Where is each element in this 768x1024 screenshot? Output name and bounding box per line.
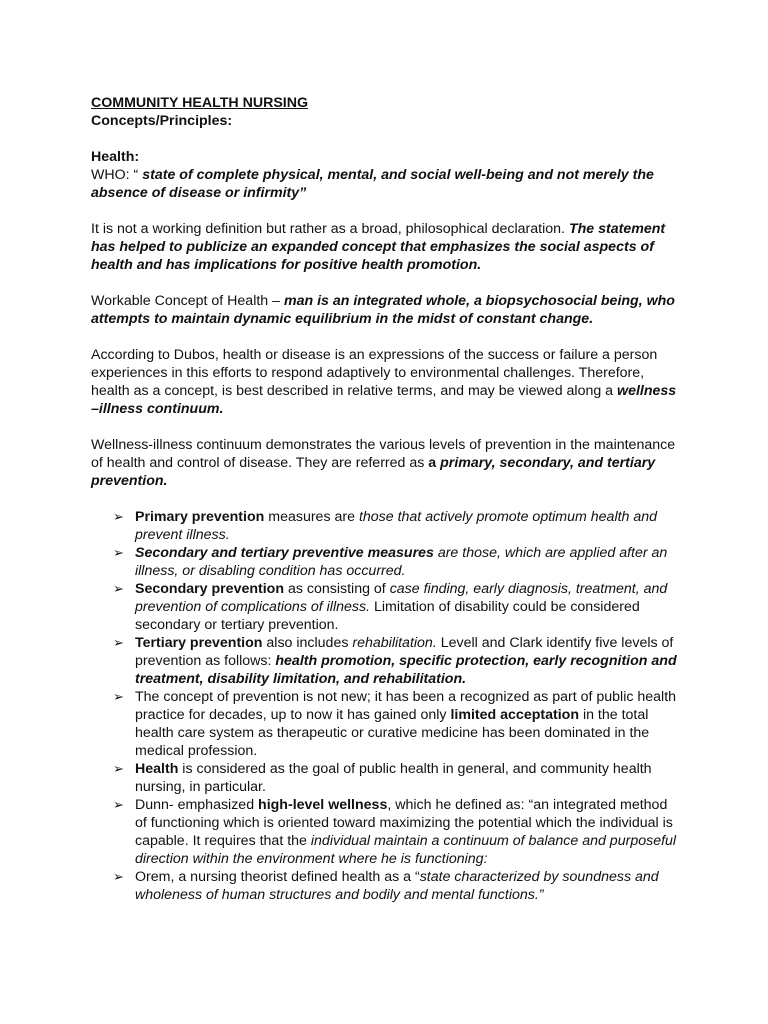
- arrow-bullet-icon: ➢: [113, 869, 124, 884]
- paragraph-text: It is not a working definition but rather as a broad, philosophical declaration.: [91, 221, 569, 237]
- health-heading: Health:: [91, 149, 140, 165]
- list-item: [91, 688, 681, 760]
- paragraph-text: According to Dubos, health or disease is an expressions of the success or failure a person experiences in this efforts to respond adaptively to environmental challenges. Therefore, health as a concept, is best described in relative terms, and may be viewed along a: [91, 347, 658, 399]
- list-item: [91, 580, 681, 634]
- paragraph-text: Wellness-illness continuum demonstrates the various levels of prevention in the maintenance of health and control of disease. They are referred as: [91, 437, 676, 471]
- health-section: [91, 148, 681, 202]
- paragraph-emphasis: The statement has helped to publicize an expanded concept that emphasizes the social aspects of health and has implications for positive health promotion.: [91, 221, 666, 273]
- bullet-text: also includes: [262, 635, 353, 651]
- arrow-bullet-icon: ➢: [113, 635, 124, 650]
- bullet-term: Health: [135, 761, 179, 777]
- list-item: [91, 634, 681, 688]
- bullet-text: The concept of prevention is not new; it has been a recognized as part of public health practice for decades, up to now it has gained only: [135, 689, 677, 723]
- document-body: [91, 94, 681, 904]
- arrow-bullet-icon: ➢: [113, 509, 124, 524]
- document-title: COMMUNITY HEALTH NURSING: [91, 95, 309, 111]
- bullet-text: is considered as the goal of public health in general, and community health nursing, in particular.: [135, 761, 652, 795]
- paragraph-emphasis: primary, secondary, and tertiary prevention.: [91, 455, 656, 489]
- bullet-italic: rehabilitation.: [352, 635, 437, 651]
- who-prefix: WHO: “: [91, 167, 143, 183]
- paragraph-dubos: [91, 346, 681, 418]
- prevention-bullet-list: [91, 508, 681, 904]
- list-item: [91, 544, 681, 580]
- list-item: [91, 508, 681, 544]
- bullet-text: Dunn- emphasized: [135, 797, 259, 813]
- bullet-term: Tertiary prevention: [135, 635, 263, 651]
- paragraph-continuum: [91, 436, 681, 490]
- bullet-text: Levell and Clark identify five levels of prevention as follows:: [135, 635, 674, 669]
- bullet-text: Orem, a nursing theorist defined health as a “: [135, 869, 420, 885]
- document-subtitle: Concepts/Principles:: [91, 113, 233, 129]
- arrow-bullet-icon: ➢: [113, 581, 124, 596]
- list-item: [91, 796, 681, 868]
- list-item: [91, 868, 681, 904]
- bullet-text: as consisting of: [284, 581, 390, 597]
- bullet-text: in the total health care system as therapeutic or curative medicine has been dominated in the medical profession.: [135, 707, 650, 759]
- bullet-term: high-level wellness: [258, 797, 388, 813]
- bullet-term: Secondary prevention: [135, 581, 285, 597]
- paragraph-philosophical: [91, 220, 681, 274]
- arrow-bullet-icon: ➢: [113, 689, 124, 704]
- paragraph-article: a: [428, 455, 441, 471]
- bullet-text: , which he defined as: “an integrated method of functioning which is oriented toward maximizing the potential which the individual is capable. It requires that the: [135, 797, 673, 849]
- bullet-italic: individual maintain a continuum of balance and purposeful direction within the environment where he is functioning:: [135, 833, 677, 867]
- bullet-term: Secondary and tertiary preventive measures: [135, 545, 434, 561]
- bullet-term: limited acceptation: [450, 707, 579, 723]
- paragraph-emphasis: wellness –illness continuum.: [91, 383, 677, 417]
- bullet-italic: are those, which are applied after an illness, or disabling condition has occurred.: [135, 545, 668, 579]
- arrow-bullet-icon: ➢: [113, 797, 124, 812]
- paragraph-workable-concept: [91, 292, 681, 328]
- arrow-bullet-icon: ➢: [113, 761, 124, 776]
- arrow-bullet-icon: ➢: [113, 545, 124, 560]
- bullet-text: Limitation of disability could be considered secondary or tertiary prevention.: [135, 599, 640, 633]
- bullet-emphasis: health promotion, specific protection, early recognition and treatment, disability limitation, and rehabilitation.: [135, 653, 677, 687]
- bullet-term: Primary prevention: [135, 509, 265, 525]
- list-item: [91, 760, 681, 796]
- who-definition: [91, 166, 681, 202]
- bullet-italic: state characterized by soundness and wholeness of human structures and bodily and mental functions.”: [135, 869, 659, 903]
- who-definition-text: state of complete physical, mental, and social well-being and not merely the absence of disease or infirmity”: [91, 167, 654, 201]
- bullet-italic: those that actively promote optimum health and prevent illness.: [135, 509, 658, 543]
- bullet-text: measures are: [264, 509, 359, 525]
- bullet-italic: case finding, early diagnosis, treatment, and prevention of complications of illness.: [135, 581, 668, 615]
- paragraph-text: Workable Concept of Health –: [91, 293, 284, 309]
- paragraph-emphasis: man is an integrated whole, a biopsychosocial being, who attempts to maintain dynamic equilibrium in the midst of constant change.: [91, 293, 675, 327]
